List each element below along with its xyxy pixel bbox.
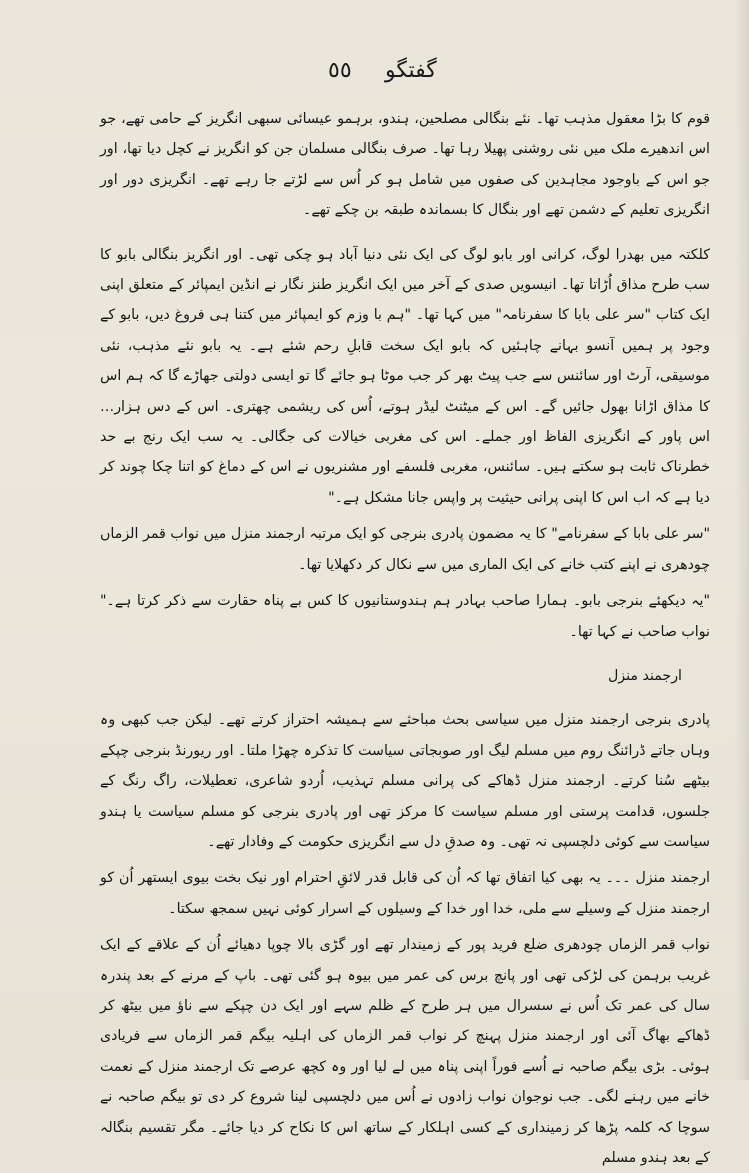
running-title: گفتگو — [385, 58, 437, 83]
paragraph: پادری بنرجی ارجمند منزل میں سیاسی بحث مباحثے سے ہمیشہ احتراز کرتے تھے۔ لیکن جب کبھی وہ وہاں جاتے ڈرائنگ روم میں مسلم لیگ اور صوبجاتی سیاست کا تذکرہ چھڑا ملتا۔ اور ریورنڈ بنرجی چپکے بیٹھے سُنا کرتے۔ ارجمند منزل ڈھاکے کی پرانی مسلم تہذیب، اُردو شاعری، تعطیلات، راگ رنگ کے جلسوں، قدامت پرستی اور مسلم سیاست کا مرکز تھی اور پادری بنرجی کو مسلم سیاست یا ہندو سیاست سے کوئی دلچسپی نہ تھی۔ وہ صدقِ دل سے انگریزی حکومت کے وفادار تھے۔ — [100, 712, 710, 850]
page-number: ٥٥ — [328, 58, 352, 83]
page-header — [0, 58, 749, 98]
paragraph: قوم کا بڑا معقول مذہب تھا۔ نئے بنگالی مصلحین، ہندو، برہمو عیسائی سبھی انگریز کے حامی تھے، جو اس اندھیرے ملک میں نئی روشنی پھیلا رہا تھا۔ صرف بنگالی مسلمان جن کو انگریز نے کچل دیا تھا، اور جو اس کے باوجود مجاہدین کی صفوں میں شامل ہو کر اُس سے لڑتے جا رہے تھے۔ انگریزی دور اور انگریزی تعلیم کے دشمن تھے اور بنگال کا بسماندہ طبقہ بن چکے تھے۔ — [100, 111, 710, 219]
paragraph: نواب قمر الزماں چودھری ضلع فرید پور کے زمیندار تھے اور گڑی بالا چوپا دھیائے اُن کے علاقے کے ایک غریب برہمن کی لڑکی تھی اور پانچ برس کی عمر میں بیوہ ہو گئی تھی۔ باپ کے مرنے کے بعد پندرہ سال کی عمر تک اُس نے سسرال میں ہر طرح کے ظلم سہے اور ایک دن چپکے سے ناؤ میں بیٹھ کر ڈھاکے بھاگ آئی اور ارجمند منزل پہنچ کر نواب قمر الزماں کی اہلیہ بیگم قمر الزماں سے فریادی ہوئی۔ بڑی بیگم صاحبہ نے اُسے فوراً اپنی پناہ میں لے لیا اور وہ کچھ عرصے تک ارجمند منزل کے نعمت خانے میں رہنے لگی۔ جب نوجوان نواب زادوں نے اُس میں دلچسپی لینا شروع کر دی تو بیگم صاحبہ نے سوچا کہ کلمہ پڑھا کر زمینداری کے کسی اہلکار کے ساتھ اس کا نکاح کر دیا جائے۔ مگر تقسیم بنگالہ کے بعد ہندو مسلم — [100, 937, 710, 1166]
page-body — [100, 104, 710, 1173]
paragraph: کلکتہ میں بھدرا لوگ، کرانی اور بابو لوگ کی ایک نئی دنیا آباد ہو چکی تھی۔ اور انگریز بنگالی بابو کا سب طرح مذاق اُڑاتا تھا۔ انیسویں صدی کے آخر میں ایک انگریز طنز نگار نے انڈین ایمپائر کے متعلق اپنی ایک کتاب "سر علی بابا کا سفرنامہ" میں کہا تھا۔ "ہم با وزم کو ایمپائر میں کتنا ہی فروغ دیں، بابو کے وجود پر ہمیں آنسو بہانے چاہئیں کہ بابو ایک سخت قابلِ رحم شئے ہے۔ یہ بابو نئے مذہب، نئی موسیقی، آرٹ اور سائنس سے جب پیٹ بھر کر جب موٹا ہو جائے گا تو ایسی دولتی جھاڑے گا کہ ہم اس کا مذاق اڑانا بھول جائیں گے۔ اس کے میٹنٹ لیڈر ہوتے، اُس کی ریشمی چھتری۔ اس کے دس ہزار… اس پاور کے انگریزی الفاظ اور جملے۔ اس کی مغربی خیالات کی جگالی۔ یہ سب ایک رنج بے حد خطرناک ثابت ہو سکتے ہیں۔ سائنس، مغربی فلسفے اور مشنریوں نے اس کے دماغ کو اتنا چکا چوند کر دیا ہے کہ اب اس کا اپنی پرانی حیثیت پر واپس جانا مشکل ہے۔" — [100, 246, 710, 506]
paragraph: ارجمند منزل ۔۔۔ یہ بھی کیا اتفاق تھا کہ اُن کی قابل قدر لائقِ احترام اور نیک بخت بیوی ایستھر اُن کو ارجمند منزل کے وسیلے سے ملی، خدا اور خدا کے وسیلوں کے اسرار کوئی نہیں سمجھ سکتا۔ — [100, 870, 710, 917]
section-heading: ارجمند منزل — [607, 667, 682, 684]
paragraph: "سر علی بابا کے سفرنامے" کا یہ مضمون پادری بنرجی کو ایک مرتبہ ارجمند منزل میں نواب قمر الزماں چودھری نے اپنے کتب خانے کی ایک الماری میں سے نکال کر دکھلایا تھا۔ — [100, 526, 710, 573]
paragraph: "یہ دیکھئے بنرجی بابو۔ ہمارا صاحب بہادر ہم ہندوستانیوں کا کس بے پناہ حقارت سے ذکر کرتا ہے۔" نواب صاحب نے کہا تھا۔ — [100, 593, 710, 640]
